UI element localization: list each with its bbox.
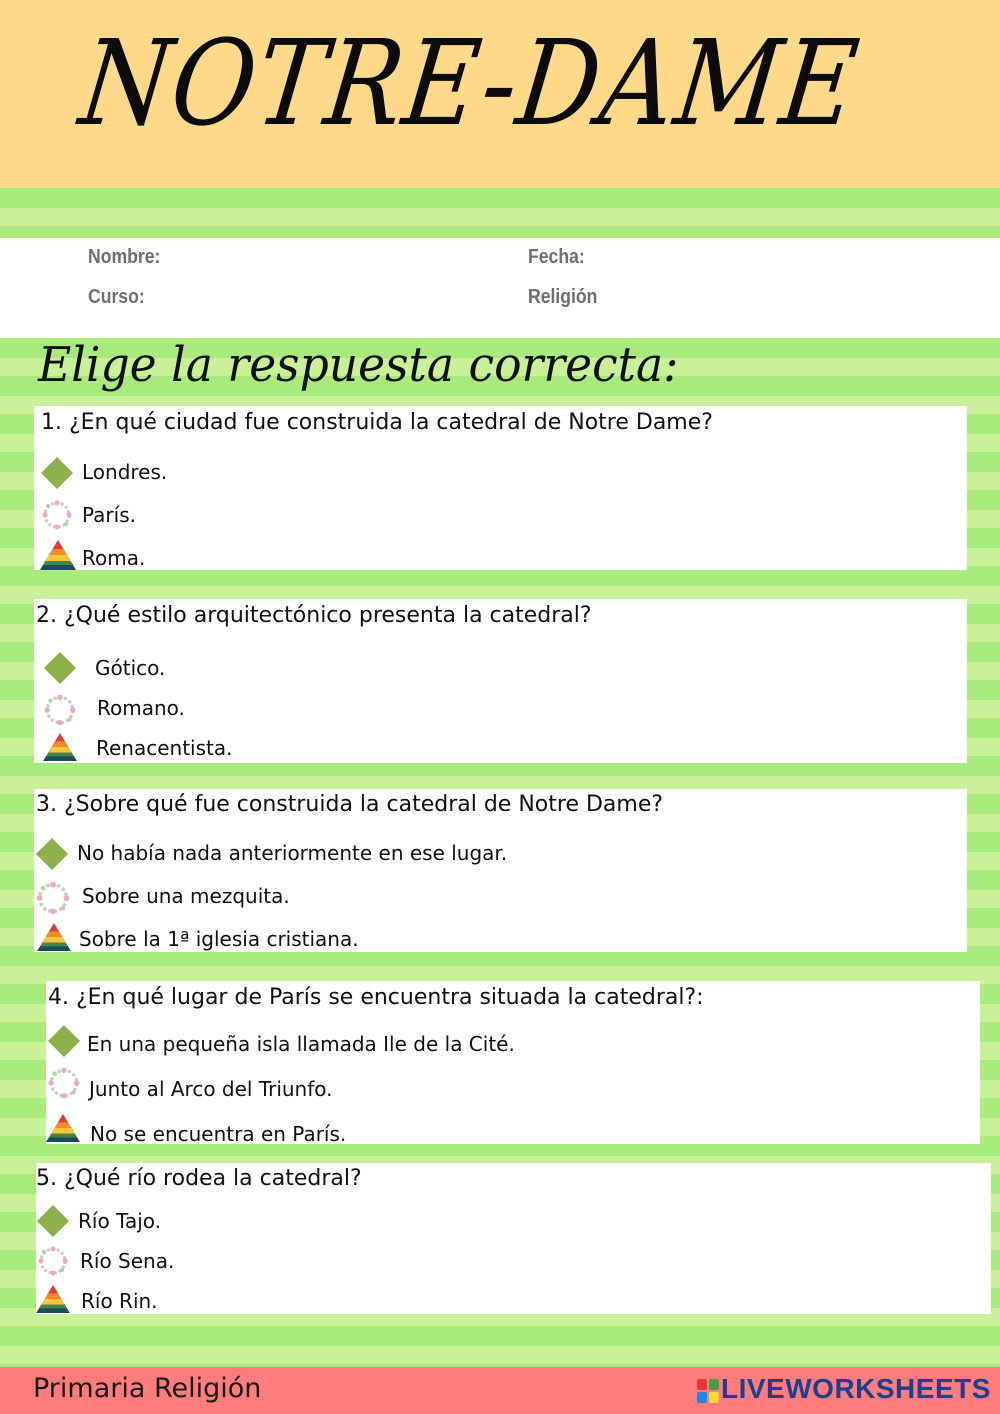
stripe-band-top [0,188,1000,238]
option-c[interactable]: No se encuentra en París. [90,1122,347,1146]
striped-triangle-icon[interactable] [46,1114,80,1142]
option-b[interactable]: Junto al Arco del Triunfo. [89,1077,333,1101]
footer-course-label: Primaria Religión [33,1373,262,1404]
option-a[interactable]: Londres. [82,460,168,484]
question-card-2 [34,599,967,763]
question-card-3 [34,789,967,952]
question-text: 4. ¿En qué lugar de París se encuentra situada la catedral?: [48,985,704,1010]
liveworksheets-brand[interactable]: LIVEWORKSHEETS [721,1373,991,1404]
flower-wreath-icon[interactable] [36,1244,70,1278]
page-title: NOTRE-DAME [73,14,867,152]
footer-bar [0,1367,1000,1414]
student-info-section [0,238,1000,338]
option-a[interactable]: En una pequeña isla llamada Ile de la Cité. [87,1032,515,1056]
striped-triangle-icon[interactable] [40,540,76,570]
option-b[interactable]: Sobre una mezquita. [82,884,290,908]
diamond-icon[interactable] [40,456,74,490]
option-a[interactable]: No había nada anteriormente en ese lugar. [77,841,508,865]
option-b[interactable]: Romano. [97,696,185,720]
flower-wreath-icon[interactable] [42,692,78,728]
option-c[interactable]: Renacentista. [96,736,233,760]
diamond-icon[interactable] [47,1024,81,1058]
option-a[interactable]: Río Tajo. [78,1209,162,1233]
diamond-icon[interactable] [36,1204,70,1238]
striped-triangle-icon[interactable] [43,733,77,761]
option-c[interactable]: Río Rin. [81,1289,158,1313]
flower-wreath-icon[interactable] [46,1065,82,1101]
question-card-4 [46,981,980,1144]
striped-triangle-icon[interactable] [37,923,71,951]
question-text: 1. ¿En qué ciudad fue construida la catedral de Notre Dame? [41,410,713,435]
liveworksheets-logo-icon [697,1379,719,1403]
diamond-icon[interactable] [43,651,77,685]
option-b[interactable]: Río Sena. [80,1249,175,1273]
option-b[interactable]: París. [82,503,136,527]
fecha-label: Fecha: [528,246,585,268]
option-a[interactable]: Gótico. [95,656,166,680]
option-c[interactable]: Sobre la 1ª iglesia cristiana. [79,927,359,951]
question-card-5 [36,1163,991,1314]
header-banner [0,0,1000,188]
religion-label: Religión [528,286,598,308]
question-card-1 [34,406,967,570]
question-text: 3. ¿Sobre qué fue construida la catedral de Notre Dame? [36,792,664,817]
option-c[interactable]: Roma. [82,546,146,570]
nombre-label: Nombre: [88,246,161,268]
diamond-icon[interactable] [35,837,69,871]
flower-wreath-icon[interactable] [34,879,72,917]
striped-triangle-icon[interactable] [36,1285,70,1313]
question-text: 2. ¿Qué estilo arquitectónico presenta la catedral? [36,603,592,628]
curso-label: Curso: [88,286,145,308]
question-text: 5. ¿Qué río rodea la catedral? [36,1166,362,1191]
instruction-heading: Elige la respuesta correcta: [38,337,679,393]
flower-wreath-icon[interactable] [40,498,74,532]
